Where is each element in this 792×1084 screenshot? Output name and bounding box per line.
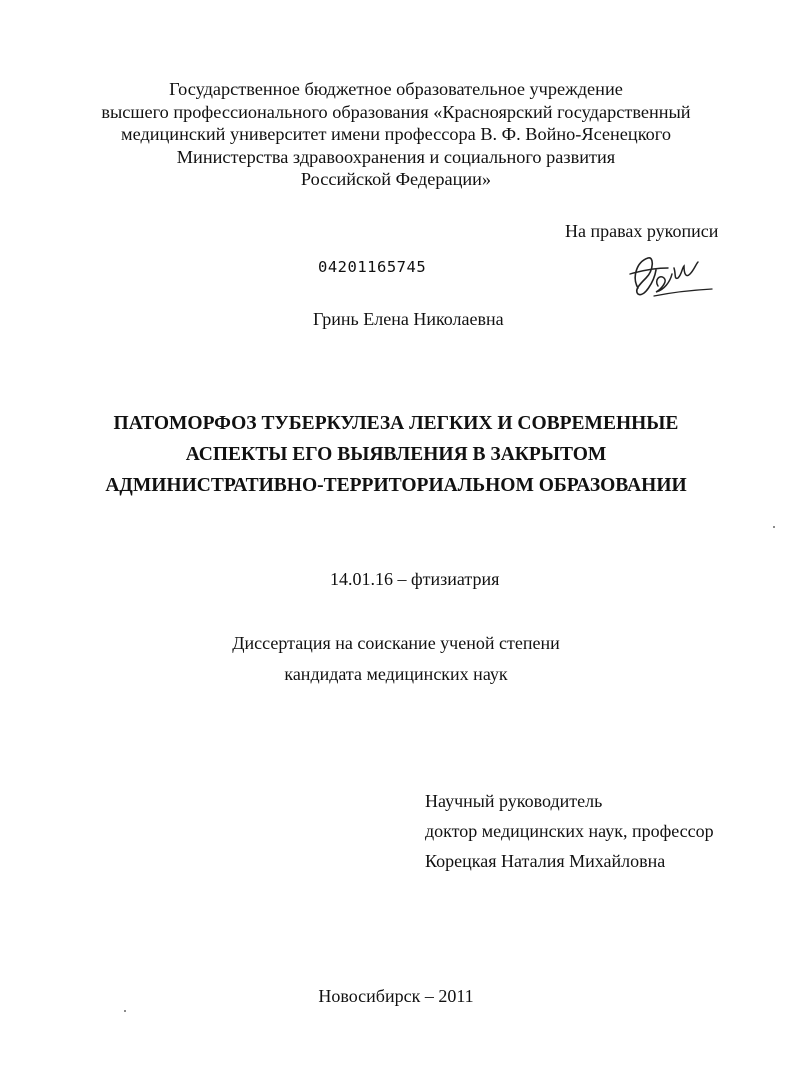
institution-line: Государственное бюджетное образовательное учреждение [169,79,623,99]
title-line: АСПЕКТЫ ЕГО ВЫЯВЛЕНИЯ В ЗАКРЫТОМ [185,444,607,465]
advisor-line: Научный руководитель [425,791,603,811]
thesis-statement [0,628,792,690]
city-year: Новосибирск – 2011 [318,986,474,1006]
title-line: АДМИНИСТРАТИВНО-ТЕРРИТОРИАЛЬНОМ ОБРАЗОВАНИИ [105,475,687,496]
specialty: 14.01.16 – фтизиатрия [330,569,500,589]
institution-line: медицинский университет имени профессора В. Ф. Войно-Ясенецкого [121,124,671,144]
institution-line: Российской Федерации» [300,169,492,189]
catalog-number: 04201165745 [318,258,427,276]
handwritten-signature-icon [624,248,716,302]
advisor-block [425,786,714,876]
advisor-line: доктор медицинских наук, профессор [425,821,714,841]
scan-speck [773,526,775,528]
dissertation-title [0,408,792,501]
thesis-line: Диссертация на соискание ученой степени [232,633,560,653]
thesis-line: кандидата медицинских наук [284,664,508,684]
advisor-line: Корецкая Наталия Михайловна [425,851,666,871]
institution-line: Министерства здравоохранения и социального развития [176,146,616,167]
institution-block [0,78,792,191]
institution-line: высшего профессионального образования «Красноярский государственный [101,101,691,122]
scan-speck [124,1010,126,1012]
manuscript-rights: На правах рукописи [565,221,719,241]
title-line: ПАТОМОРФОЗ ТУБЕРКУЛЕЗА ЛЕГКИХ И СОВРЕМЕННЫЕ [113,413,679,434]
author-name: Гринь Елена Николаевна [313,309,504,329]
